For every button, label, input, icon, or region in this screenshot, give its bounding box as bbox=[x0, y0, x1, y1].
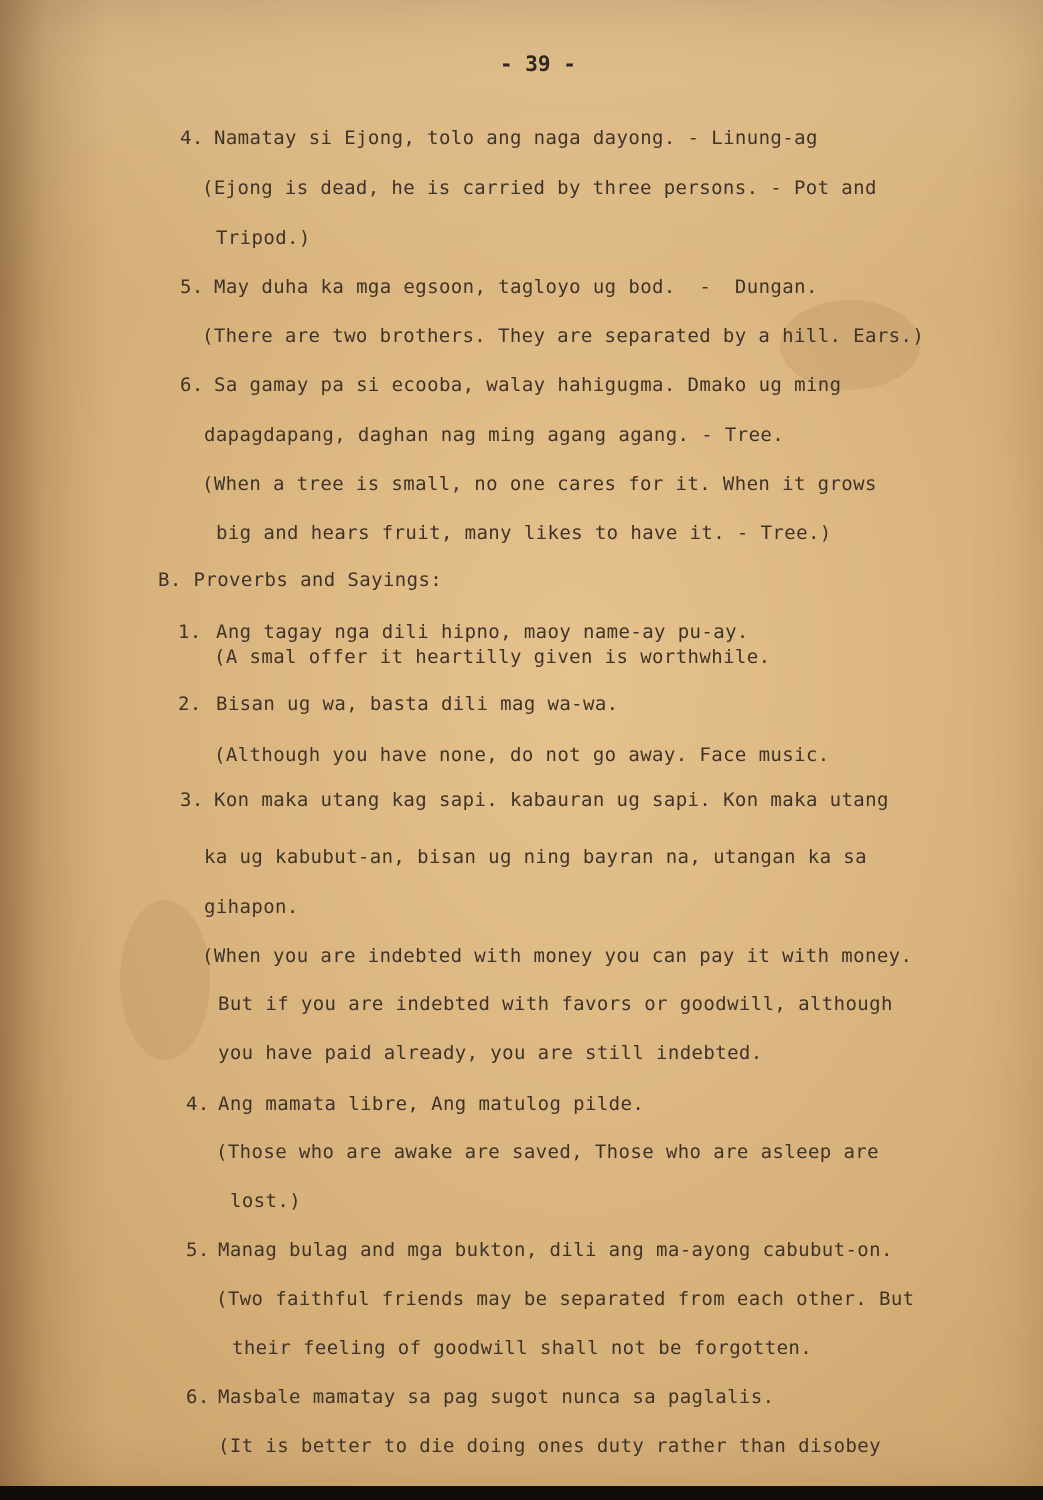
proverb-4-number: 4. bbox=[186, 1093, 210, 1115]
proverb-2-number: 2. bbox=[178, 693, 202, 715]
riddle-6-line-4: big and hears fruit, many likes to have it. - Tree.) bbox=[216, 522, 832, 544]
proverb-3-line-1: Kon maka utang kag sapi. kabauran ug sapi. Kon maka utang bbox=[214, 789, 889, 811]
proverb-5-line-1: Manag bulag and mga bukton, dili ang ma-ayong cabubut-on. bbox=[218, 1239, 893, 1261]
proverb-6-line-1: Masbale mamatay sa pag sugot nunca sa paglalis. bbox=[218, 1386, 775, 1408]
proverb-4-line-3: lost.) bbox=[230, 1190, 302, 1212]
riddle-5-line-1: May duha ka mga egsoon, tagloyo ug bod. - Dungan. bbox=[214, 276, 818, 298]
proverb-5-number: 5. bbox=[186, 1239, 210, 1261]
riddle-5-line-2: (There are two brothers. They are separated by a hill. Ears.) bbox=[202, 325, 925, 347]
proverb-3-number: 3. bbox=[180, 789, 204, 811]
proverb-4-line-2: (Those who are awake are saved, Those who are asleep are bbox=[216, 1141, 879, 1163]
riddle-4-number: 4. bbox=[180, 127, 204, 149]
proverb-3-line-6: you have paid already, you are still indebted. bbox=[218, 1042, 763, 1064]
paper-stain bbox=[120, 900, 210, 1060]
page-bottom-edge bbox=[0, 1486, 1043, 1500]
riddle-4-line-2: (Ejong is dead, he is carried by three persons. - Pot and bbox=[202, 177, 877, 199]
proverb-3-line-3: gihapon. bbox=[204, 896, 299, 918]
riddle-6-line-3: (When a tree is small, no one cares for it. When it grows bbox=[202, 473, 877, 495]
section-heading: B. Proverbs and Sayings: bbox=[158, 569, 443, 591]
riddle-4-line-1: Namatay si Ejong, tolo ang naga dayong. - Linung-ag bbox=[214, 127, 818, 149]
proverb-2-line-2: (Although you have none, do not go away. Face music. bbox=[214, 744, 830, 766]
proverb-3-line-5: But if you are indebted with favors or goodwill, although bbox=[218, 993, 893, 1015]
proverb-4-line-1: Ang mamata libre, Ang matulog pilde. bbox=[218, 1093, 645, 1115]
proverb-1-line-1: Ang tagay nga dili hipno, maoy name-ay pu-ay. bbox=[216, 621, 749, 643]
proverb-1-number: 1. bbox=[178, 621, 202, 643]
proverb-6-number: 6. bbox=[186, 1386, 210, 1408]
proverb-1-line-2: (A smal offer it heartilly given is worthwhile. bbox=[214, 646, 771, 668]
page-number: - 39 - bbox=[500, 52, 576, 76]
proverb-5-line-3: their feeling of goodwill shall not be forgotten. bbox=[232, 1337, 813, 1359]
riddle-5-number: 5. bbox=[180, 276, 204, 298]
proverb-3-line-2: ka ug kabubut-an, bisan ug ning bayran na, utangan ka sa bbox=[204, 846, 867, 868]
proverb-5-line-2: (Two faithful friends may be separated from each other. But bbox=[216, 1288, 915, 1310]
riddle-6-line-1: Sa gamay pa si ecooba, walay hahigugma. Dmako ug ming bbox=[214, 374, 842, 396]
proverb-6-line-2: (It is better to die doing ones duty rather than disobey bbox=[218, 1435, 881, 1457]
riddle-6-line-2: dapagdapang, daghan nag ming agang agang. - Tree. bbox=[204, 424, 785, 446]
riddle-6-number: 6. bbox=[180, 374, 204, 396]
proverb-3-line-4: (When you are indebted with money you can pay it with money. bbox=[202, 945, 913, 967]
proverb-2-line-1: Bisan ug wa, basta dili mag wa-wa. bbox=[216, 693, 619, 715]
riddle-4-line-3: Tripod.) bbox=[216, 227, 311, 249]
